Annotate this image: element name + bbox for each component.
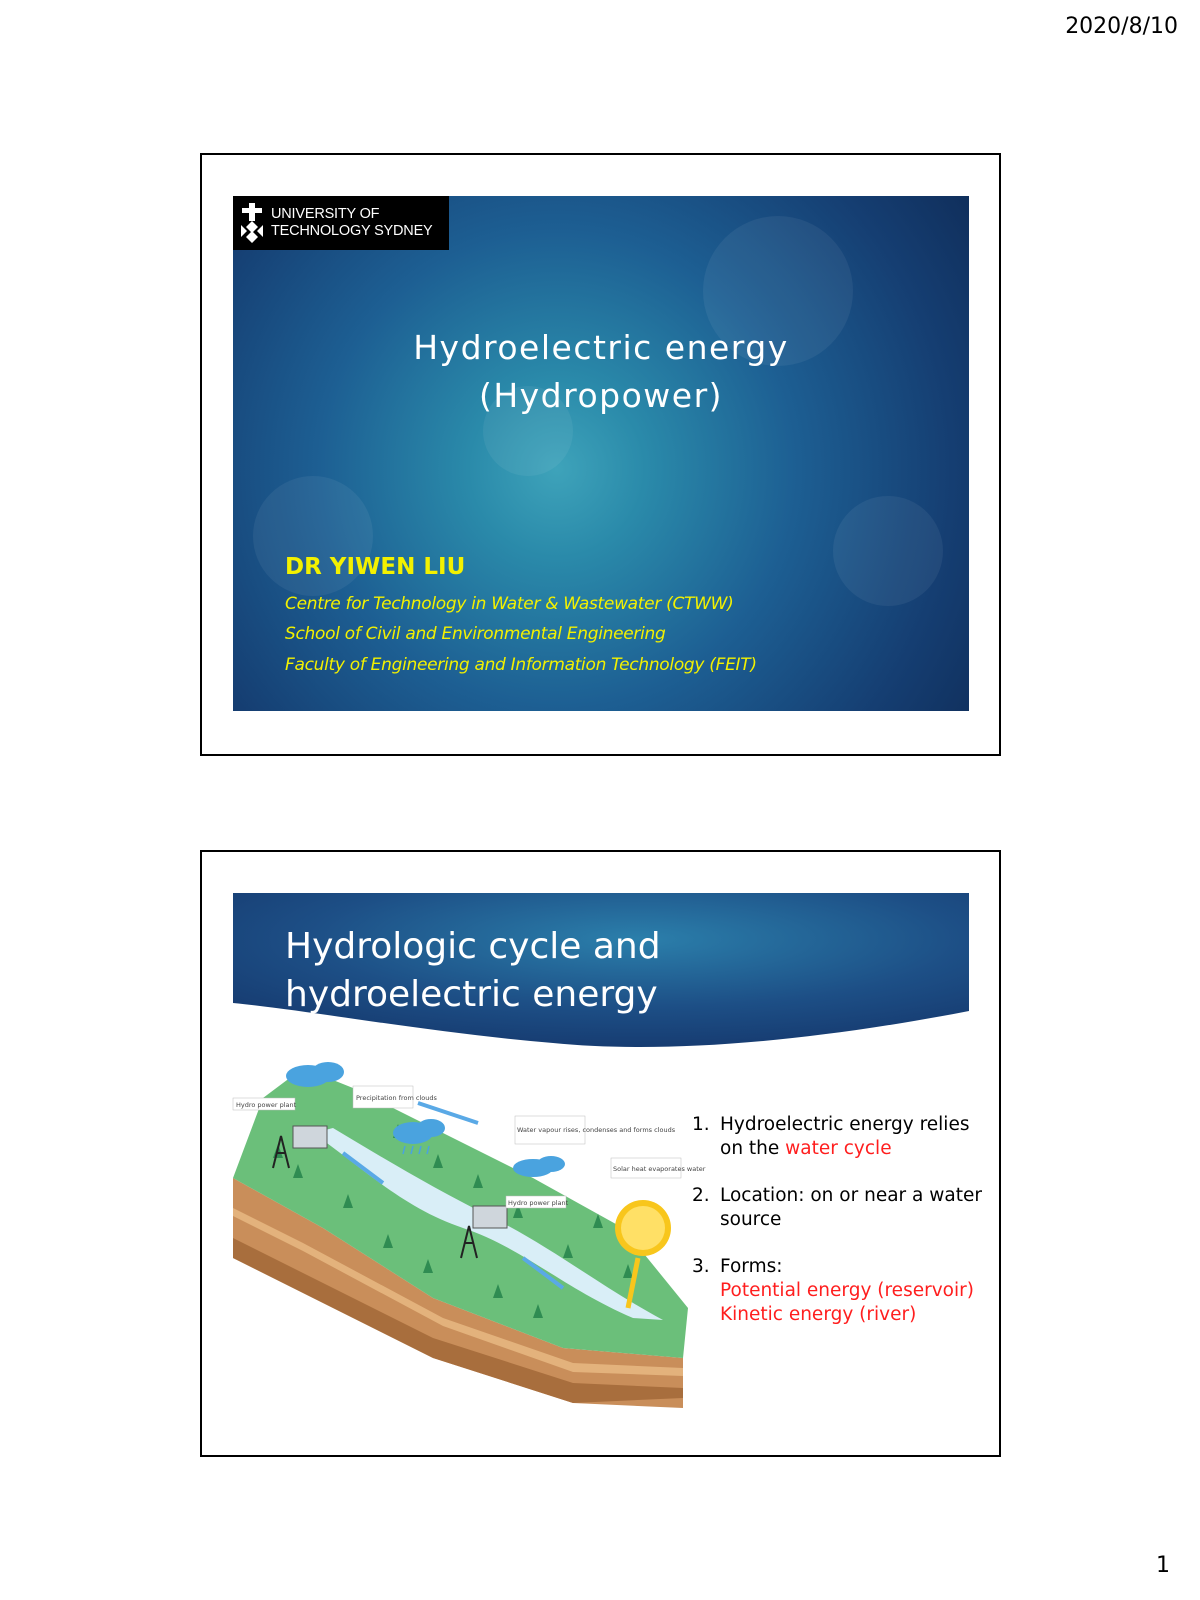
label-hydro-plant-mid: Hydro power plant xyxy=(508,1199,569,1207)
list-item: 2. Location: on or near a water source xyxy=(692,1185,982,1230)
affiliation-faculty: Faculty of Engineering and Information Technology (FEIT) xyxy=(285,655,757,675)
slide-1-title xyxy=(233,324,969,420)
title-line-1: Hydroelectric energy xyxy=(413,328,789,367)
title-line-1: Hydrologic cycle and xyxy=(285,926,661,967)
label-hydro-plant-left: Hydro power plant xyxy=(236,1101,297,1109)
affiliation-centre: Centre for Technology in Water & Wastewater (CTWW) xyxy=(285,594,734,614)
page-number: 1 xyxy=(1156,1553,1170,1578)
key-points-list xyxy=(692,1113,982,1350)
slide-1-frame xyxy=(200,153,1001,756)
logo-line-1: UNIVERSITY OF xyxy=(271,206,380,222)
logo-line-2: TECHNOLOGY SYDNEY xyxy=(271,223,433,239)
title-line-2: hydroelectric energy xyxy=(285,974,658,1015)
label-precipitation: Precipitation from clouds xyxy=(356,1094,437,1102)
title-line-2: (Hydropower) xyxy=(478,376,724,415)
page-date: 2020/8/10 xyxy=(1065,14,1178,39)
affiliation-school: School of Civil and Environmental Engineering xyxy=(285,624,666,644)
author-name: DR YIWEN LIU xyxy=(285,554,466,580)
list-item: 3. Forms: Potential energy (reservoir) Kinetic energy (river) xyxy=(692,1255,982,1327)
hydrologic-cycle-illustration xyxy=(233,1058,706,1408)
content-slide xyxy=(233,893,982,1417)
slide-2-title xyxy=(285,923,661,1019)
uts-logo-mark-icon xyxy=(239,201,265,245)
uts-logo xyxy=(233,196,449,250)
label-water-vapour: Water vapour rises, condenses and forms clouds xyxy=(517,1126,676,1134)
water-cycle-highlight: water cycle xyxy=(785,1138,892,1159)
kinetic-energy-line: Kinetic energy (river) xyxy=(720,1304,917,1325)
potential-energy-line: Potential energy (reservoir) xyxy=(720,1280,974,1301)
label-solar-heat: Solar heat evaporates water xyxy=(613,1165,706,1173)
list-item: 1. Hydroelectric energy relies on the water cycle xyxy=(692,1114,970,1159)
slide-2-frame xyxy=(200,850,1001,1457)
title-slide xyxy=(233,196,969,711)
